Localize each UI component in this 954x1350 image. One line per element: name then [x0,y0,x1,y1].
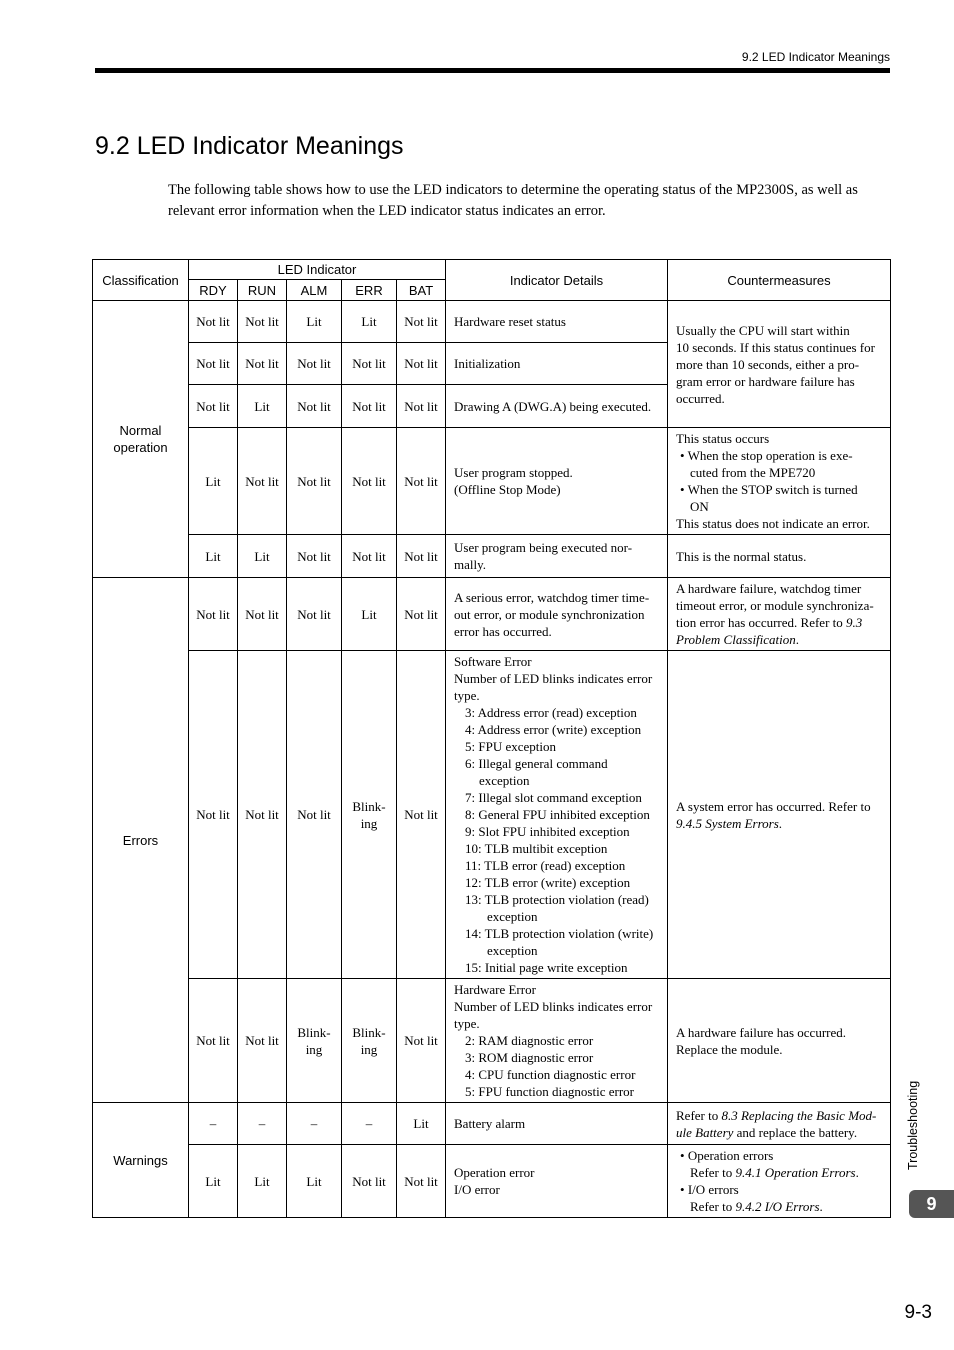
indicator-details [446,1103,668,1145]
led-state-err: Lit [342,578,397,651]
led-state-rdy: Not lit [189,651,238,979]
indicator-details [446,343,668,385]
classification-cell [93,578,189,1103]
countermeasure-cell [668,535,891,578]
page-number: 9-3 [904,1302,932,1323]
error-code-item: 14: TLB protection violation (write) [465,926,654,941]
header-led-rdy: RDY [189,280,238,301]
countermeasure-line: This status occurs [676,431,770,446]
detail-line: type. [454,1016,480,1031]
led-state-rdy: Not lit [189,385,238,428]
led-state-rdy: Lit [189,428,238,535]
section-reference: 9.4.1 Operation Errors [735,1165,856,1180]
classification-text: Errors [122,832,159,848]
table-row [93,979,891,1103]
detail-line: User program stopped. [454,465,573,480]
classification-cell [93,301,189,578]
led-state-run: Lit [238,1145,287,1218]
section-title: 9.2 LED Indicator Meanings [95,132,404,160]
indicator-details [446,578,668,651]
countermeasure-text: . [855,1165,859,1180]
intro-paragraph: The following table shows how to use the LED indicators to determine the operating status of the MP2300S, as well as relevant error information when the LED indicator status indicates an error. [168,182,858,219]
led-state-run: Not lit [238,343,287,385]
detail-line: Number of LED blinks indicates error [454,671,653,686]
led-state-err: Not lit [342,343,397,385]
countermeasure-cell [668,1145,891,1218]
running-header: 9.2 LED Indicator Meanings [741,50,890,64]
led-state-alm: Lit [287,301,342,343]
led-state-err: Lit [342,301,397,343]
header-indicator-details: Indicator Details [446,260,668,301]
chapter-side-label: Troubleshooting [906,1080,920,1170]
header-led-bat: BAT [397,280,446,301]
led-state-alm: Lit [287,1145,342,1218]
table-row [93,651,891,979]
indicator-details [446,301,668,343]
led-state-run: Not lit [238,651,287,979]
led-state-err: Blink- ing [342,979,397,1103]
led-state-rdy: Lit [189,535,238,578]
countermeasure-cell [668,301,891,428]
countermeasure-text: Refer to [690,1165,736,1180]
countermeasure-line: Replace the module. [676,1041,783,1057]
led-state-run: Not lit [238,578,287,651]
bullet-text: When the STOP switch is turned [687,482,858,497]
led-state-alm: Not lit [287,385,342,428]
error-code-item: 7: Illegal slot command exception [465,790,642,805]
led-state-rdy: Not lit [189,979,238,1103]
bullet-item: • When the stop operation is exe- [680,448,853,463]
countermeasure-line: A system error has occurred. Refer to [676,798,871,814]
led-state-alm: Not lit [287,428,342,535]
bullet-continuation: cuted from the MPE720 [690,465,816,480]
led-state-err: Not lit [342,428,397,535]
error-code-item: 5: FPU function diagnostic error [465,1084,634,1099]
led-indicator-table [92,259,891,1218]
bullet-text: I/O errors [687,1182,739,1197]
led-state-alm: Not lit [287,651,342,979]
countermeasure-line: timeout error, or module synchroniza- [676,598,874,613]
detail-line: out error, or module synchronization [454,606,645,622]
led-state-bat: Not lit [397,578,446,651]
countermeasure-cell [668,979,891,1103]
classification-text: Warnings [113,1152,168,1168]
countermeasure-line: more than 10 seconds, either a pro- [676,356,860,372]
led-state-bat: Lit [397,1103,446,1145]
led-state-bat: Not lit [397,343,446,385]
section-reference: 9.4.5 System Errors [676,815,779,831]
error-code-item: 9: Slot FPU inhibited exception [465,824,630,839]
led-state-run: Not lit [238,428,287,535]
led-state-rdy: Not lit [189,343,238,385]
countermeasure-line: A hardware failure has occurred. [676,1024,846,1040]
error-code-continuation: exception [487,909,538,924]
countermeasure-line: 10 seconds. If this status continues for [676,339,875,355]
error-code-item: 2: RAM diagnostic error [465,1033,594,1048]
error-code-item: 3: Address error (read) exception [465,705,637,720]
table-row [93,535,891,578]
led-state-bat: Not lit [397,651,446,979]
error-code-continuation: exception [487,943,538,958]
led-state-alm: Not lit [287,343,342,385]
led-state-rdy: Not lit [189,578,238,651]
error-code-item: 6: Illegal general command [465,756,608,771]
led-state-run: Lit [238,385,287,428]
led-state-alm: Not lit [287,535,342,578]
table-row [93,301,891,343]
led-state-bat: Not lit [397,301,446,343]
countermeasure-text: Refer to [690,1199,736,1214]
error-code-item: 15: Initial page write exception [465,960,628,975]
bullet-continuation [676,1198,882,1215]
detail-line: A serious error, watchdog timer time- [454,589,650,605]
indicator-details [446,979,668,1103]
led-state-bat: Not lit [397,1145,446,1218]
countermeasure-line: A hardware failure, watchdog timer [676,581,862,596]
bullet-continuation: ON [690,499,709,514]
led-state-alm: Blink- ing [287,979,342,1103]
error-code-item: 11: TLB error (read) exception [465,858,626,873]
countermeasure-text: tion error has occurred. Refer to [676,615,847,630]
led-state-bat: Not lit [397,385,446,428]
led-state-rdy: Not lit [189,301,238,343]
led-state-run: Not lit [238,301,287,343]
section-reference: ule Battery [676,1124,734,1140]
countermeasure-text: . [778,815,783,831]
table-row [93,1103,891,1145]
error-code-continuation: exception [479,773,530,788]
led-state-bat: Not lit [397,428,446,535]
header-led-run: RUN [238,280,287,301]
detail-line: User program being executed nor- [454,540,633,555]
countermeasure-line [676,1124,882,1141]
classification-text: operation [113,440,168,455]
countermeasure-line: occurred. [676,390,725,406]
detail-line: Hardware Error [454,982,536,997]
countermeasure-cell [668,428,891,535]
header-rule [95,68,890,73]
error-code-item: 10: TLB multibit exception [465,841,608,856]
led-state-err: Not lit [342,1145,397,1218]
countermeasure-line [676,631,882,648]
led-state-alm: – [287,1103,342,1145]
header-countermeasures: Countermeasures [668,260,891,301]
led-state-err: Not lit [342,535,397,578]
detail-line: Hardware reset status [454,314,566,329]
led-state-bat: Not lit [397,535,446,578]
countermeasure-cell [668,578,891,651]
indicator-details [446,651,668,979]
countermeasure-text: . [795,632,800,647]
error-code-item: 12: TLB error (write) exception [465,875,631,890]
countermeasure-line: gram error or hardware failure has [676,373,855,389]
led-state-rdy: Lit [189,1145,238,1218]
countermeasure-text: Refer to [676,1107,722,1123]
header-led-indicator: LED Indicator [189,260,446,280]
countermeasure-line: Usually the CPU will start within [676,322,850,338]
table-row [93,1145,891,1218]
led-state-bat: Not lit [397,979,446,1103]
section-reference: 9.4.2 I/O Errors [735,1199,820,1214]
detail-line: Operation error [454,1165,535,1180]
countermeasure-cell [668,651,891,979]
error-code-item: 4: CPU function diagnostic error [465,1067,636,1082]
bullet-continuation [676,1164,882,1181]
detail-line: Initialization [454,356,521,371]
led-state-err: Blink- ing [342,651,397,979]
error-code-item: 3: ROM diagnostic error [465,1050,594,1065]
classification-cell [93,1103,189,1218]
bullet-text: Operation errors [687,1148,774,1163]
countermeasure-cell [668,1103,891,1145]
countermeasure-text: . [819,1199,823,1214]
detail-line: Number of LED blinks indicates error [454,999,653,1014]
led-state-err: Not lit [342,385,397,428]
error-code-item: 13: TLB protection violation (read) [465,892,649,907]
header-classification: Classification [93,260,189,301]
led-state-run: Not lit [238,979,287,1103]
led-state-alm: Not lit [287,578,342,651]
error-code-item: 5: FPU exception [465,739,556,754]
countermeasure-line [676,815,882,832]
led-state-rdy: – [189,1103,238,1145]
detail-line: Drawing A (DWG.A) being executed. [454,398,652,414]
error-code-item: 8: General FPU inhibited exception [465,807,650,822]
indicator-details [446,428,668,535]
detail-line: mally. [454,557,487,572]
table-row [93,578,891,651]
led-state-run: Lit [238,535,287,578]
section-reference: 8.3 Replacing the Basic Mod- [721,1107,877,1123]
indicator-details [446,1145,668,1218]
bullet-item: • When the STOP switch is turned [680,482,858,497]
led-state-err: – [342,1103,397,1145]
detail-line: Battery alarm [454,1116,526,1131]
table-row [93,428,891,535]
chapter-tab: 9 [909,1190,954,1218]
indicator-details [446,385,668,428]
bullet-text: When the stop operation is exe- [687,448,853,463]
countermeasure-line [676,1107,882,1124]
section-reference: Problem Classification [676,632,796,647]
section-reference: 9.3 [846,615,863,630]
detail-line: (Offline Stop Mode) [454,482,561,497]
countermeasure-line: This status does not indicate an error. [676,516,870,531]
countermeasure-text: and replace the battery. [733,1124,858,1140]
detail-line: Software Error [454,654,532,669]
led-state-run: – [238,1103,287,1145]
bullet-item: • I/O errors [680,1182,739,1197]
header-led-alm: ALM [287,280,342,301]
classification-text: Normal [119,423,162,438]
error-code-item: 4: Address error (write) exception [465,722,642,737]
header-led-err: ERR [342,280,397,301]
bullet-item: • Operation errors [680,1148,774,1163]
detail-line: type. [454,688,480,703]
countermeasure-line: This is the normal status. [676,548,807,564]
detail-line: error has occurred. [454,623,552,639]
indicator-details [446,535,668,578]
countermeasure-line [676,614,882,631]
detail-line: I/O error [454,1182,500,1197]
